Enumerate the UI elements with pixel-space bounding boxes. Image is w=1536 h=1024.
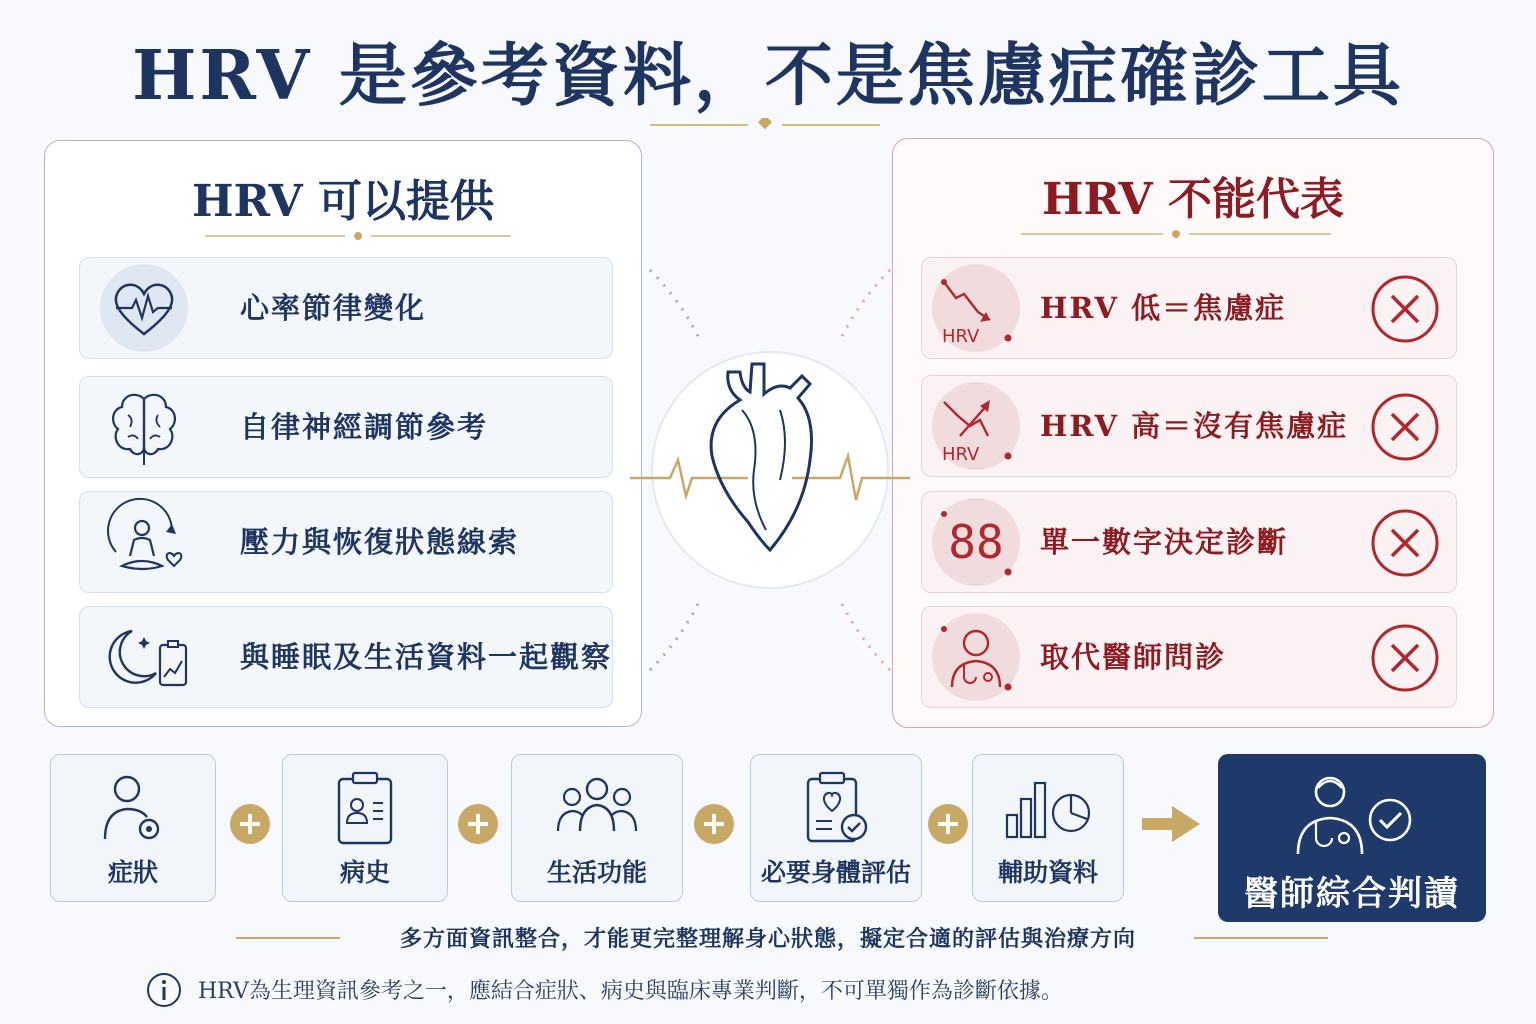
page-title: HRV 是參考資料，不是焦慮症確診工具	[132, 36, 1404, 116]
digital-number-icon	[930, 496, 1022, 588]
flow-step-supporting-data	[972, 754, 1124, 902]
person-icon	[93, 769, 173, 849]
flow-step-label: 症狀	[107, 858, 158, 887]
final-label: 醫師綜合判讀	[1244, 874, 1460, 914]
doctor-check-icon	[1286, 766, 1418, 858]
flow-step-physical-assessment	[750, 754, 922, 902]
bar-pie-chart-icon	[1001, 769, 1095, 849]
plus-icon	[228, 802, 272, 846]
panel-divider	[1021, 227, 1331, 241]
doctor-icon	[930, 611, 1022, 703]
can-provide-item	[79, 257, 613, 359]
item-label: 心率節律變化	[240, 291, 427, 325]
meditation-icon	[98, 496, 190, 588]
plus-icon	[926, 802, 970, 846]
item-label: HRV 高＝沒有焦慮症	[1040, 409, 1349, 443]
moon-chart-icon	[98, 611, 190, 703]
title-divider	[650, 118, 880, 132]
svg-text:HRV: HRV	[942, 326, 980, 347]
can-provide-item	[79, 376, 613, 478]
cross-icon	[1370, 623, 1440, 693]
cannot-represent-item	[921, 491, 1457, 593]
plus-icon	[456, 802, 500, 846]
item-label: 與睡眠及生活資料一起觀察	[240, 640, 613, 674]
panel-divider	[205, 229, 511, 243]
flow-step-label: 必要身體評估	[760, 858, 911, 887]
clipboard-check-icon	[796, 769, 876, 849]
cannot-represent-item	[921, 606, 1457, 708]
cannot-represent-item	[921, 375, 1457, 477]
plus-icon	[692, 802, 736, 846]
item-label: HRV 低＝焦慮症	[1040, 291, 1287, 325]
cross-icon	[1370, 274, 1440, 344]
can-provide-item	[79, 606, 613, 708]
flow-step-daily-function	[511, 754, 683, 902]
group-icon	[552, 769, 642, 849]
can-provide-item	[79, 491, 613, 593]
item-label: 取代醫師問診	[1040, 640, 1227, 674]
flow-step-symptoms	[50, 754, 216, 902]
heart-pulse-icon	[98, 262, 190, 354]
can-provide-title: HRV 可以提供	[191, 176, 495, 227]
trend-up-icon	[930, 380, 1022, 472]
item-label: 單一數字決定診斷	[1040, 525, 1289, 559]
disclaimer-note: HRV為生理資訊參考之一，應結合症狀、病史與臨床專業判斷，不可單獨作為診斷依據。	[198, 979, 1063, 1004]
clipboard-profile-icon	[325, 769, 405, 849]
info-icon	[146, 972, 182, 1008]
cannot-represent-item	[921, 257, 1457, 359]
svg-text:88: 88	[948, 515, 1004, 569]
trend-down-icon	[930, 262, 1022, 354]
cannot-represent-title: HRV 不能代表	[1041, 174, 1345, 225]
flow-step-history	[282, 754, 448, 902]
brain-icon	[98, 381, 190, 473]
doctor-integrated-judgment	[1218, 754, 1486, 922]
cannot-represent-panel	[892, 138, 1494, 728]
flow-step-label: 病史	[339, 858, 390, 887]
summary-text: 多方面資訊整合，才能更完整理解身心狀態，擬定合適的評估與治療方向	[399, 926, 1136, 952]
anatomical-heart-icon	[630, 260, 910, 680]
cross-icon	[1370, 508, 1440, 578]
cross-icon	[1370, 392, 1440, 462]
flow-step-label: 輔助資料	[997, 858, 1098, 887]
can-provide-panel	[44, 140, 642, 727]
item-label: 壓力與恢復狀態線索	[240, 525, 520, 559]
svg-text:HRV: HRV	[942, 444, 980, 465]
item-label: 自律神經調節參考	[240, 410, 489, 444]
flow-step-label: 生活功能	[546, 858, 647, 887]
arrow-right-icon	[1142, 804, 1202, 844]
